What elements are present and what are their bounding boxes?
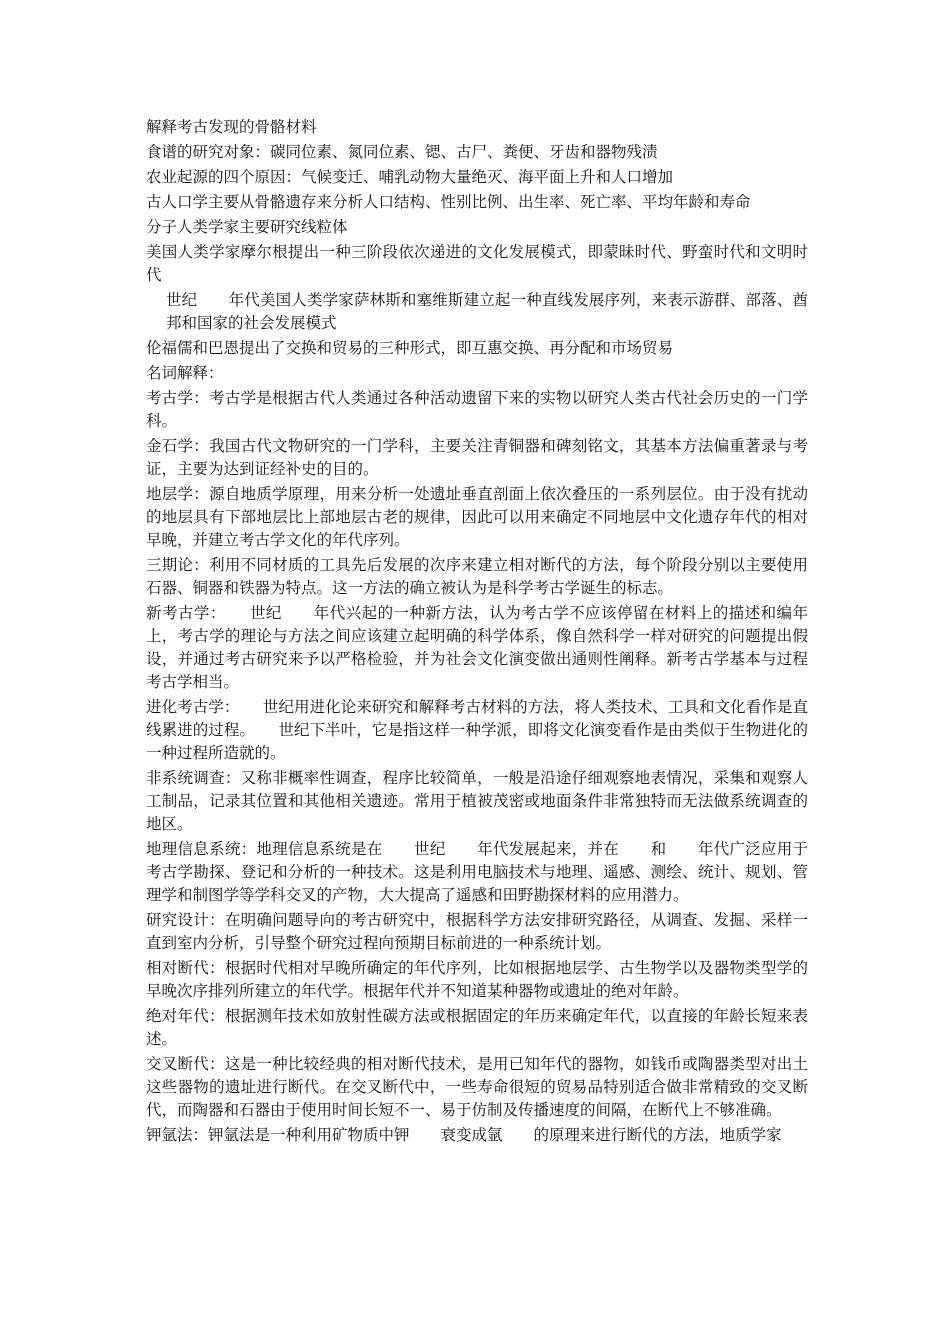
text-line-3: 农业起源的四个原因：气候变迁、哺乳动物大量绝灭、海平面上升和人口增加 [146,168,674,186]
definition-gis: 地理信息系统：地理信息系统是在 世纪 年代发展起来，并在 和 年代广泛应用于考古学勘探、登记和分析的一种技术。这是利用电脑技术与地理、遥感、测绘、统计、规划、管理学和制图学等学科交叉的产物，大大提高了遥感和田野勘探材料的应用潜力。 [146,840,808,904]
definition-cross-dating: 交叉断代：这是一种比较经典的相对断代技术，是用已知年代的器物，如钱币或陶器类型对出土这些器物的遗址进行断代。在交叉断代中，一些寿命很短的贸易品特别适合做非常精致的交叉断代，而陶器和石器由于使用时间长短不一、易于仿制及传播速度的间隔，在断代上不够准确。 [146,1055,808,1119]
definition-three-age-system: 三期论：利用不同材质的工具先后发展的次序来建立相对断代的方法，每个阶段分别以主要使用石器、铜器和铁器为特点。这一方法的确立被认为是科学考古学诞生的标志。 [146,556,808,597]
definition-relative-dating: 相对断代：根据时代相对早晚所确定的年代序列，比如根据地层学、古生物学以及器物类型学的早晚次序排列所建立的年代学。根据年代并不知道某种器物或遗址的绝对年龄。 [146,959,808,1000]
text-line-2: 食谱的研究对象：碳同位素、氮同位素、锶、古尸、粪便、牙齿和器物残渍 [146,143,658,161]
definition-research-design: 研究设计：在明确问题导向的考古研究中，根据科学方法安排研究路径，从调查、发掘、采样一直到室内分析，引导整个研究过程向预期目标前进的一种系统计划。 [146,911,808,952]
definition-nonsystematic-survey: 非系统调查：又称非概率性调查，程序比较简单，一般是沿途仔细观察地表情况，采集和观察人工制品，记录其位置和其他相关遗迹。常用于植被茂密或地面条件非常独特而无法做系统调查的地区。 [146,769,808,833]
text-line-5: 分子人类学家主要研究线粒体 [146,218,348,236]
definition-new-archaeology: 新考古学： 世纪 年代兴起的一种新方法，认为考古学不应该停留在材料上的描述和编年上，考古学的理论与方法之间应该建立起明确的科学体系，像自然科学一样对研究的问题提出假设，并通过考古研究来予以严格检验，并为社会文化演变做出通则性阐释。新考古学基本与过程考古学相当。 [146,604,808,691]
definition-absolute-dating: 绝对年代：根据测年技术如放射性碳方法或根据固定的年历来确定年代，以直接的年龄长短来表述。 [146,1007,808,1048]
text-paragraph-sahlins: 世纪 年代美国人类学家萨林斯和塞维斯建立起一种直线发展序列，来表示游群、部落、酋邦和国家的社会发展模式 [166,291,808,332]
text-line-4: 古人口学主要从骨骼遗存来分析人口结构、性别比例、出生率、死亡率、平均年龄和寿命 [146,193,751,211]
section-heading-definitions: 名词解释： [146,364,224,382]
text-paragraph-morgan: 美国人类学家摩尔根提出一种三阶段依次递进的文化发展模式，即蒙昧时代、野蛮时代和文明时代 [146,243,808,284]
definition-evolutionary-archaeology: 进化考古学： 世纪用进化论来研究和解释考古材料的方法，将人类技术、工具和文化看作是直线累进的过程。 世纪下半叶，它是指这样一种学派，即将文化演变看作是由类似于生物进化的一种过程所造就的。 [146,698,808,762]
definition-archaeology: 考古学：考古学是根据古代人类通过各种活动遗留下来的实物以研究人类古代社会历史的一门学科。 [146,389,808,430]
document-page [146,116,808,1149]
text-line-1: 解释考古发现的骨骼材料 [146,118,317,136]
definition-stratigraphy: 地层学：源自地质学原理，用来分析一处遗址垂直剖面上依次叠压的一系列层位。由于没有扰动的地层具有下部地层比上部地层古老的规律，因此可以用来确定不同地层中文化遗存年代的相对早晚，并建立考古学文化的年代序列。 [146,485,808,549]
definition-potassium-argon: 钾氩法：钾氩法是一种利用矿物质中钾 衰变成氩 的原理来进行断代的方法，地质学家 [146,1126,782,1144]
text-line-renfrew: 伦福儒和巴恩提出了交换和贸易的三种形式，即互惠交换、再分配和市场贸易 [146,339,674,357]
definition-epigraphy: 金石学：我国古代文物研究的一门学科，主要关注青铜器和碑刻铭文，其基本方法偏重著录与考证，主要为达到证经补史的目的。 [146,437,808,478]
